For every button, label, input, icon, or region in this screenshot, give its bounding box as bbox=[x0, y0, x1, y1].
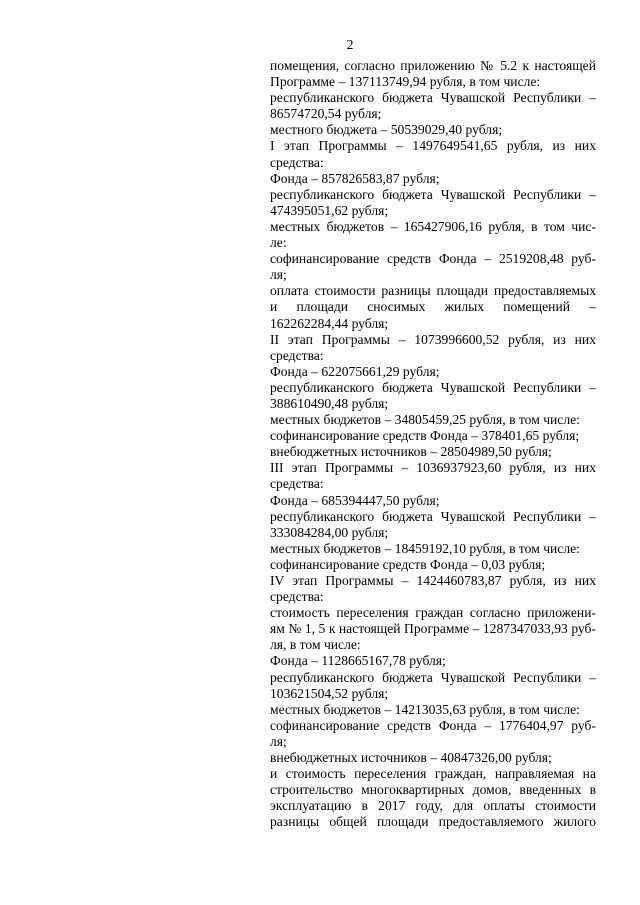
text-line: софинансирование средств Фонда – 2519208,48 руб- bbox=[270, 251, 596, 267]
text-line: средства: bbox=[270, 589, 324, 605]
text-line: местных бюджетов – 14213035,63 рубля, в том числе: bbox=[270, 701, 580, 717]
text-line: Фонда – 857826583,87 рубля; bbox=[270, 170, 440, 186]
page-number: 2 bbox=[346, 38, 354, 53]
text-line: республиканского бюджета Чувашской Республики – bbox=[270, 379, 596, 395]
text-line: ля; bbox=[270, 733, 287, 749]
text-line: помещения, согласно приложению № 5.2 к настоящей bbox=[270, 58, 596, 73]
text-line: внебюджетных источников – 28504989,50 рубля; bbox=[270, 444, 552, 460]
text-line: и стоимость переселения граждан, направляемая на bbox=[270, 766, 596, 782]
text-line: местного бюджета – 50539029,40 рубля; bbox=[270, 122, 503, 138]
text-line: республиканского бюджета Чувашской Республики – bbox=[270, 186, 596, 202]
text-line: IV этап Программы – 1424460783,87 рубля, из них bbox=[270, 573, 596, 588]
text-line: республиканского бюджета Чувашской Республики – bbox=[270, 90, 596, 106]
text-line: внебюджетных источников – 40847326,00 рубля; bbox=[270, 750, 552, 766]
text-line: Фонда – 622075661,29 рубля; bbox=[270, 363, 440, 379]
text-line: Фонда – 1128665167,78 рубля; bbox=[270, 653, 446, 669]
text-line: республиканского бюджета Чувашской Республики – bbox=[270, 508, 596, 524]
text-line: II этап Программы – 1073996600,52 рубля, из них bbox=[270, 331, 596, 347]
text-line: 162262284,44 рубля; bbox=[270, 315, 389, 331]
text-line: средства: bbox=[270, 476, 324, 492]
text-line: разницы общей площади предоставляемого жилого bbox=[270, 814, 596, 830]
text-line: местных бюджетов – 18459192,10 рубля, в том числе: bbox=[270, 540, 580, 556]
text-line: Программе – 137113749,94 рубля, в том числе: bbox=[270, 74, 541, 90]
text-line: средства: bbox=[270, 154, 324, 170]
text-line: софинансирование средств Фонда – 1776404,97 руб- bbox=[270, 717, 596, 733]
text-line: ле: bbox=[270, 235, 287, 251]
text-line: ля; bbox=[270, 267, 287, 283]
text-line: республиканского бюджета Чувашской Республики – bbox=[270, 669, 596, 685]
text-line: софинансирование средств Фонда – 0,03 рубля; bbox=[270, 556, 546, 572]
text-line: софинансирование средств Фонда – 378401,65 рубля; bbox=[270, 428, 580, 444]
text-line: ля, в том числе: bbox=[270, 637, 361, 653]
text-line: III этап Программы – 1036937923,60 рубля, из них bbox=[270, 460, 596, 476]
text-line: и площади сносимых жилых помещений – bbox=[270, 299, 596, 315]
text-line: местных бюджетов – 165427906,16 рубля, в том чис- bbox=[270, 218, 596, 234]
text-line: строительство многоквартирных домов, введенных в bbox=[270, 782, 596, 798]
text-line: I этап Программы – 1497649541,65 рубля, из них bbox=[270, 138, 596, 154]
text-line: оплата стоимости разницы площади предоставляемых bbox=[270, 283, 596, 299]
text-line: 103621504,52 рубля; bbox=[270, 685, 389, 701]
text-line: Фонда – 685394447,50 рубля; bbox=[270, 492, 440, 508]
text-line: 333084284,00 рубля; bbox=[270, 524, 389, 540]
text-line: эксплуатацию в 2017 году, для оплаты стоимости bbox=[270, 798, 596, 814]
text-line: стоимость переселения граждан согласно приложени- bbox=[270, 605, 596, 621]
text-line: средства: bbox=[270, 347, 324, 363]
text-line: 388610490,48 рубля; bbox=[270, 395, 389, 411]
document-body bbox=[270, 58, 596, 831]
text-line: ям № 1, 5 к настоящей Программе – 1287347033,93 руб- bbox=[270, 621, 596, 637]
text-line: 474395051,62 рубля; bbox=[270, 202, 389, 218]
text-line: 86574720,54 рубля; bbox=[270, 106, 382, 122]
text-line: местных бюджетов – 34805459,25 рубля, в том числе: bbox=[270, 412, 580, 428]
